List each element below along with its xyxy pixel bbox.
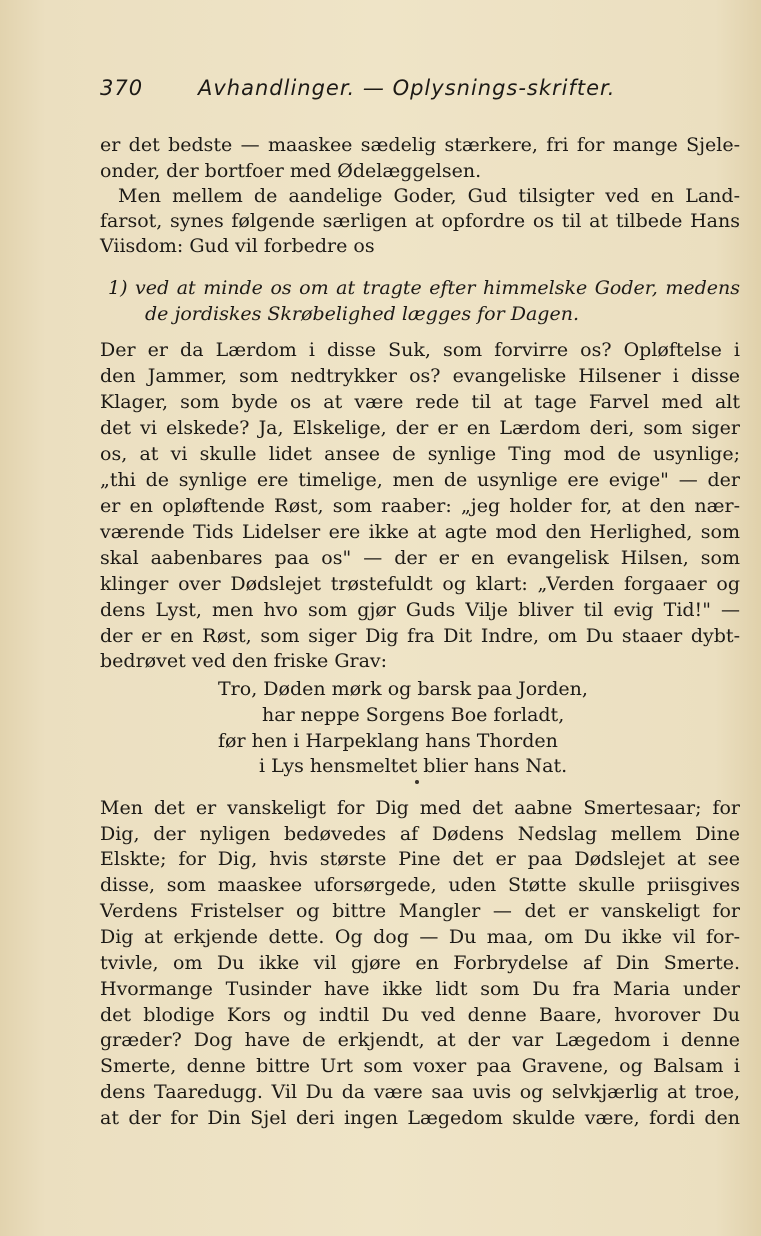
verse-line: Tro, Døden mørk og barsk paa Jorden, (218, 678, 588, 700)
text-line: er det bedste — maaskee sædelig stærkere, fri for mange Sjele- (100, 134, 740, 156)
text-line: Verdens Fristelser og bittre Mangler — det er vanskeligt for (100, 900, 740, 922)
running-header (100, 76, 740, 106)
text-line: Viisdom: Gud vil forbedre os (100, 235, 375, 257)
text-line: den Jammer, som nedtrykker os? evangeliske Hilsener i disse (100, 365, 740, 387)
section-heading-line: de jordiskes Skrøbelighed lægges for Dagen. (145, 303, 579, 325)
text-line: os, at vi skulle lidet ansee de synlige Ting mod de usynlige; (100, 443, 740, 465)
text-line: Smerte, denne bittre Urt som voxer paa Gravene, og Balsam i (100, 1055, 740, 1077)
text-line: at der for Din Sjel deri ingen Lægedom skulde være, fordi den (100, 1107, 740, 1129)
text-line: Elskte; for Dig, hvis største Pine det er paa Dødslejet at see (100, 848, 740, 870)
text-line: dens Lyst, men hvo som gjør Guds Vilje bliver til evig Tid!" — (100, 599, 740, 621)
text-line: skal aabenbares paa os" — der er en evangelisk Hilsen, som (100, 547, 740, 569)
text-line: Der er da Lærdom i disse Suk, som forvirre os? Opløftelse i (100, 339, 740, 361)
text-line: tvivle, om Du ikke vil gjøre en Forbrydelse af Din Smerte. (100, 952, 740, 974)
text-line: bedrøvet ved den friske Grav: (100, 650, 388, 672)
text-line: det blodige Kors og indtil Du ved denne Baare, hvorover Du (100, 1004, 740, 1026)
verse-line: har neppe Sorgens Boe forladt, (262, 704, 565, 726)
text-line: er en opløftende Røst, som raaber: „jeg holder for, at den nær- (100, 495, 740, 517)
text-line: Hvormange Tusinder have ikke lidt som Du fra Maria under (100, 978, 740, 1000)
verse-line: i Lys hensmeltet blier hans Nat. (259, 755, 568, 777)
text-line: onder, der bortfoer med Ødelæggelsen. (100, 160, 482, 182)
running-title: Avhandlinger. — Oplysnings-skrifter. (198, 76, 616, 100)
section-heading-line: 1) ved at minde os om at tragte efter himmelske Goder, medens (108, 277, 740, 299)
text-line: Klager, som byde os at være rede til at tage Farvel med alt (100, 391, 740, 413)
text-line: værende Tids Lidelser ere ikke at agte mod den Herlighed, som (100, 521, 740, 543)
text-line: Men mellem de aandelige Goder, Gud tilsigter ved en Land- (118, 185, 740, 207)
text-line: Dig, der nyligen bedøvedes af Dødens Nedslag mellem Dine (100, 823, 740, 845)
page-number: 370 (100, 76, 144, 100)
text-line: „thi de synlige ere timelige, men de usynlige ere evige" — der (100, 469, 740, 491)
text-line: farsot, synes følgende særligen at opfordre os til at tilbede Hans (100, 210, 740, 232)
verse-line: før hen i Harpeklang hans Thorden (218, 730, 558, 752)
text-line: Dig at erkjende dette. Og dog — Du maa, om Du ikke vil for- (100, 926, 740, 948)
text-line: der er en Røst, som siger Dig fra Dit Indre, om Du staaer dybt- (100, 625, 740, 647)
text-line: klinger over Dødslejet trøstefuldt og klart: „Verden forgaaer og (100, 573, 740, 595)
text-line: græder? Dog have de erkjendt, at der var Lægedom i denne (100, 1029, 740, 1051)
text-line: Men det er vanskeligt for Dig med det aabne Smertesaar; for (100, 797, 740, 819)
print-speck (415, 780, 419, 784)
text-line: disse, som maaskee uforsørgede, uden Støtte skulle priisgives (100, 874, 740, 896)
text-line: dens Taaredugg. Vil Du da være saa uvis og selvkjærlig at troe, (100, 1081, 740, 1103)
text-line: det vi elskede? Ja, Elskelige, der er en Lærdom deri, som siger (100, 417, 740, 439)
